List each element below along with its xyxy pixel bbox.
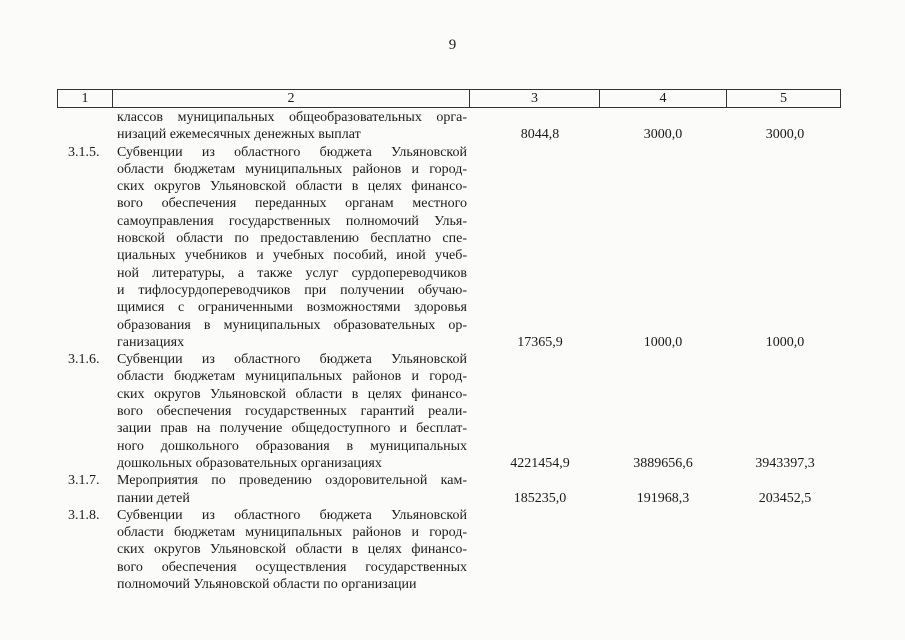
description-line: Субвенции из областного бюджета Ульяновской [117, 352, 467, 368]
description-line: дошкольных образовательных организациях [117, 455, 382, 471]
description-line: Субвенции из областного бюджета Ульяновской [117, 507, 467, 523]
header-col-1: 1 [58, 90, 113, 107]
description-line: пании детей [117, 490, 190, 506]
description-line: низаций ежемесячных денежных выплат [117, 127, 361, 143]
description-line: области бюджетам муниципальных районов и город- [117, 161, 467, 177]
description-line: и тифлосурдопереводчиков при получении обучаю- [117, 282, 467, 298]
value-col-4: 3889656,6 [633, 455, 693, 471]
header-col-4: 4 [600, 90, 727, 107]
description-line: классов муниципальных общеобразовательных орга- [117, 110, 467, 125]
description-line: новской области по предоставлению бесплатно спе- [117, 231, 467, 247]
description-line: щимися с ограниченными возможностями здоровья [117, 300, 467, 316]
value-col-5: 3000,0 [765, 127, 805, 143]
description-line: вого обеспечения государственных гарантий реали- [117, 404, 467, 420]
header-col-3: 3 [470, 90, 600, 107]
value-col-5: 3943397,3 [755, 455, 815, 471]
description-line: циальных учебников и учебных пособий, иной учеб- [117, 248, 467, 264]
table-header-row [57, 89, 841, 108]
row-description [117, 507, 467, 593]
value-col-3: 185235,0 [513, 490, 567, 506]
header-col-5: 5 [780, 90, 787, 106]
description-line: вого обеспечения осуществления государственных [117, 559, 467, 575]
row-number: 3.1.7. [68, 473, 100, 489]
row-description [117, 144, 467, 352]
description-line: вого обеспечения переданных органам местного [117, 196, 467, 212]
value-col-5: 1000,0 [765, 334, 805, 350]
description-line: полномочий Ульяновской области по организации [117, 577, 417, 593]
value-col-4: 191968,3 [636, 490, 690, 506]
value-col-5: 203452,5 [758, 490, 812, 506]
value-col-4: 3000,0 [643, 127, 683, 143]
row-description [117, 351, 467, 472]
description-line: области бюджетам муниципальных районов и город- [117, 525, 467, 541]
value-col-3: 17365,9 [517, 334, 563, 350]
value-col-3: 8044,8 [520, 127, 560, 143]
description-line: ганизациях [117, 334, 185, 350]
description-line: ного дошкольного образования в муниципальных [117, 438, 467, 454]
description-line: зации прав на получение общедоступного и бесплат- [117, 421, 467, 437]
row-number: 3.1.8. [68, 507, 100, 523]
description-line: ских округов Ульяновской области в целях финансо- [117, 386, 467, 402]
description-line: ских округов Ульяновской области в целях финансо- [117, 179, 467, 195]
page-number: 9 [448, 37, 457, 53]
row-number: 3.1.6. [68, 352, 100, 368]
row-description [117, 472, 467, 507]
value-col-4: 1000,0 [643, 334, 683, 350]
description-line: ной литературы, а также услуг сурдопереводчиков [117, 265, 467, 281]
description-line: области бюджетам муниципальных районов и город- [117, 369, 467, 385]
description-line: ских округов Ульяновской области в целях финансо- [117, 542, 467, 558]
description-line: образования в муниципальных образовательных ор- [117, 317, 467, 333]
value-col-3: 4221454,9 [510, 455, 570, 471]
header-col-2: 2 [113, 90, 470, 107]
row-description [117, 109, 467, 144]
row-number: 3.1.5. [68, 144, 100, 160]
description-line: самоуправления государственных полномочий Улья- [117, 213, 467, 229]
description-line: Мероприятия по проведению оздоровительной кам- [117, 473, 467, 489]
description-line: Субвенции из областного бюджета Ульяновской [117, 144, 467, 160]
